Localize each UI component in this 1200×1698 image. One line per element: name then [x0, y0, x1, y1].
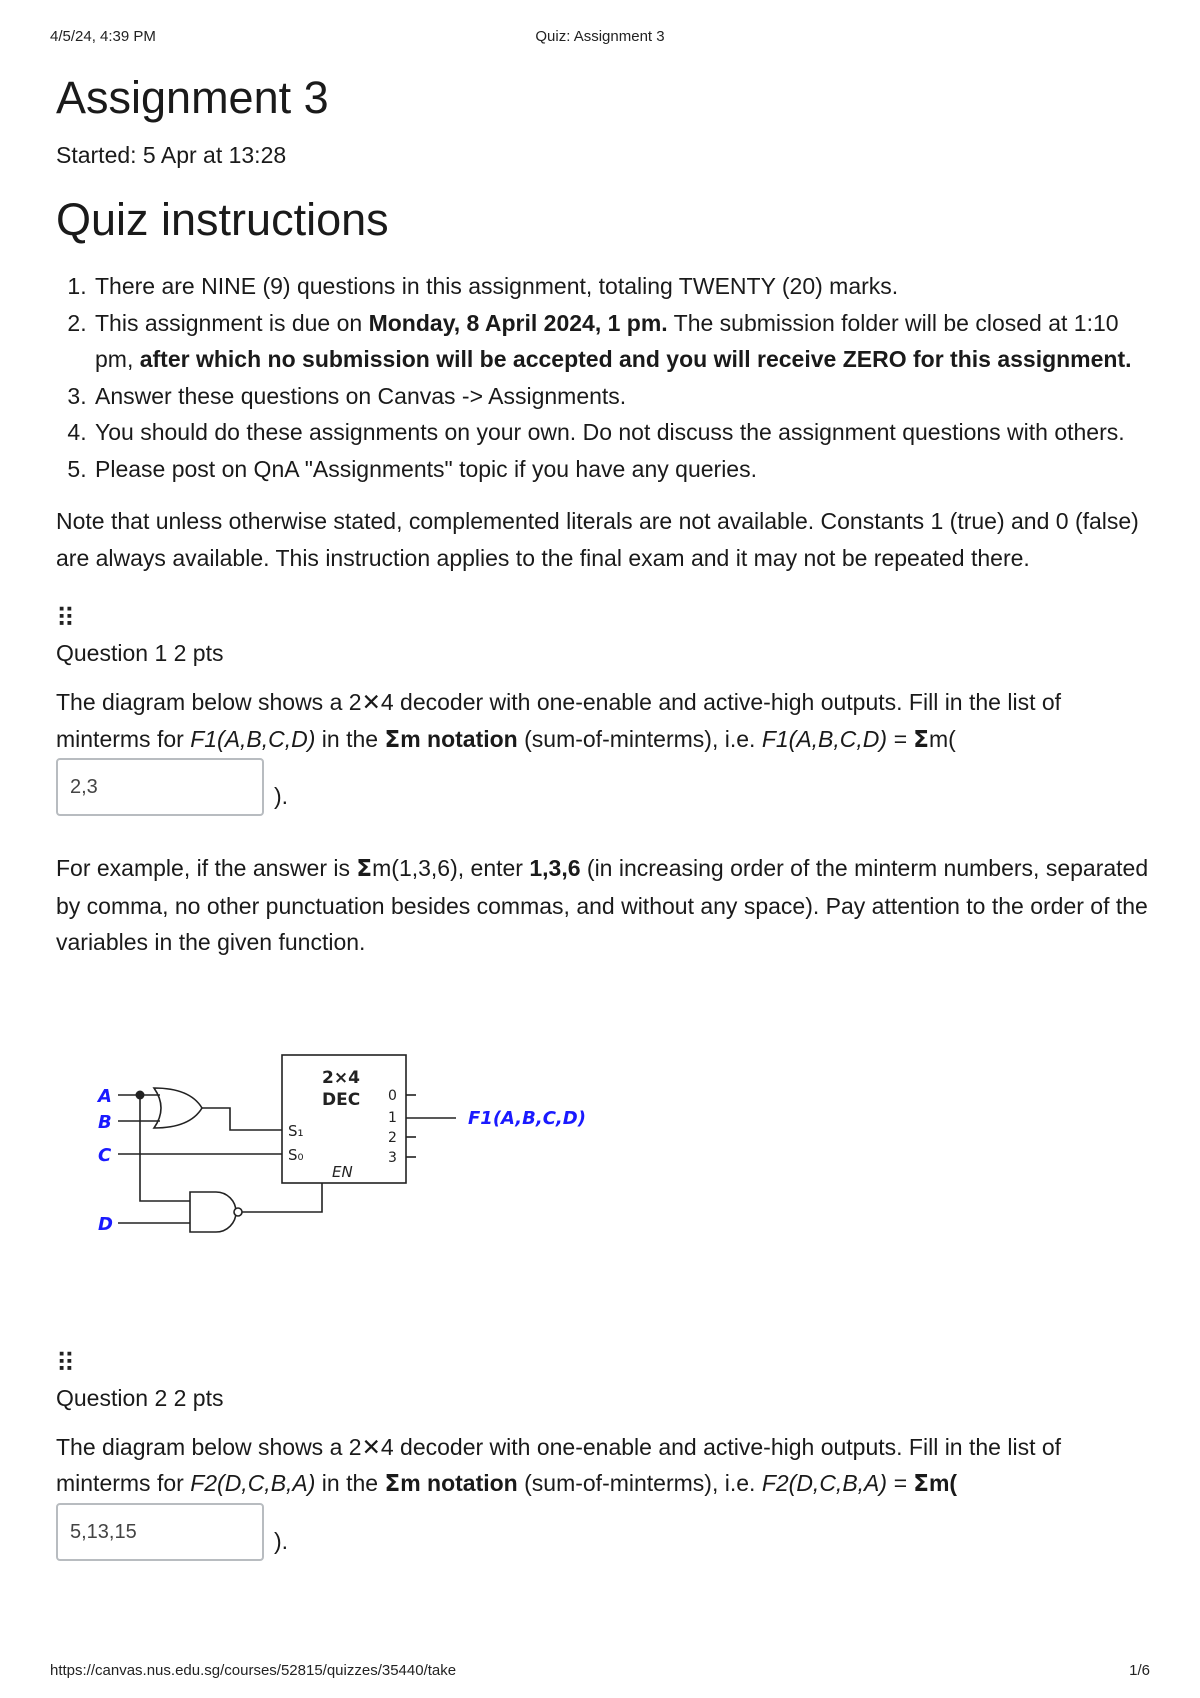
drag-handle-icon[interactable]: ⠿: [56, 604, 74, 634]
question-1-example: For example, if the answer is Σm(1,3,6), enter 1,3,6 (in increasing order of the minterm numbers, separated by comma, no other punctuation besides commas, and without any space). Pay attention to the order of the variables in the given function.: [56, 855, 1149, 955]
print-title: Quiz: Assignment 3: [535, 28, 665, 45]
question-1-text: The diagram below shows a 2✕4 decoder with one-enable and active-high outputs. Fill in the list of minterms for F1(A,B,C,D) in the Σm notation (sum-of-minterms), i.e. F1(A,B,C,D) = Σm(: [56, 689, 1062, 753]
question-2-answer-row: [56, 1503, 1151, 1561]
input-label-c: C: [98, 1144, 112, 1166]
question-1-answer-row: [56, 758, 1151, 816]
question-2-text: The diagram below shows a 2✕4 decoder with one-enable and active-high outputs. Fill in the list of minterms for F2(D,C,B,A) in the Σm notation (sum-of-minterms), i.e. F2(D,C,B,A) = Σm(: [56, 1433, 1062, 1497]
instruction-item: 3. Answer these questions on Canvas -> Assignments.: [93, 378, 1151, 415]
output-pin-3: 3: [388, 1149, 397, 1166]
print-datetime: 4/5/24, 4:39 PM: [50, 28, 156, 45]
output-pin-2: 2: [388, 1129, 397, 1146]
output-function-label: F1(A,B,C,D): [468, 1107, 586, 1129]
output-pin-0: 0: [388, 1087, 397, 1104]
question-2-header: Question 2 2 pts: [56, 1384, 224, 1411]
select-label-s1: S₁: [288, 1121, 304, 1140]
instruction-item: 1. There are NINE (9) questions in this assignment, totaling TWENTY (20) marks.: [93, 268, 1151, 305]
input-label-a: A: [98, 1085, 112, 1107]
print-header: [50, 28, 1150, 48]
select-label-s0: S₀: [288, 1145, 304, 1164]
decoder-title-dec: DEC: [322, 1089, 361, 1110]
enable-label: EN: [332, 1162, 353, 1181]
print-footer: [50, 1662, 1150, 1682]
decoder-circuit-diagram: [56, 961, 1151, 1341]
page-title: Assignment 3: [56, 72, 329, 123]
decoder-title-size: 2×4: [322, 1067, 360, 1088]
instructions-heading: Quiz instructions: [56, 194, 389, 245]
drag-handle-icon[interactable]: ⠿: [56, 1348, 74, 1379]
instruction-item: 4. You should do these assignments on your own. Do not discuss the assignment questions with others.: [93, 414, 1151, 451]
input-label-d: D: [98, 1213, 113, 1235]
question-1-answer-input[interactable]: 2,3: [56, 758, 264, 816]
answer-close-paren: ).: [274, 783, 289, 809]
print-page-number: 1/6: [1129, 1662, 1150, 1679]
started-timestamp: Started: 5 Apr at 13:28: [56, 142, 287, 168]
input-label-b: B: [98, 1111, 112, 1133]
output-pin-1: 1: [388, 1109, 397, 1126]
instructions-list: [56, 268, 1151, 487]
print-url: https://canvas.nus.edu.sg/courses/52815/quizzes/35440/take: [50, 1662, 457, 1679]
instruction-item: 2. This assignment is due on Monday, 8 April 2024, 1 pm. The submission folder will be closed at 1:10 pm, after which no submission will be accepted and you will receive ZERO for this assignment.: [93, 305, 1151, 378]
instructions-note: Note that unless otherwise stated, complemented literals are not available. Constants 1 (true) and 0 (false) are always available. This instruction applies to the final exam and it may not be repeated there.: [56, 508, 1139, 571]
quiz-content: [56, 70, 1151, 1561]
answer-close-paren: ).: [274, 1527, 289, 1554]
question-2-answer-input[interactable]: 5,13,15: [56, 1503, 264, 1561]
question-1-header: Question 1 2 pts: [56, 640, 224, 666]
instruction-item: 5. Please post on QnA "Assignments" topic if you have any queries.: [93, 451, 1151, 488]
